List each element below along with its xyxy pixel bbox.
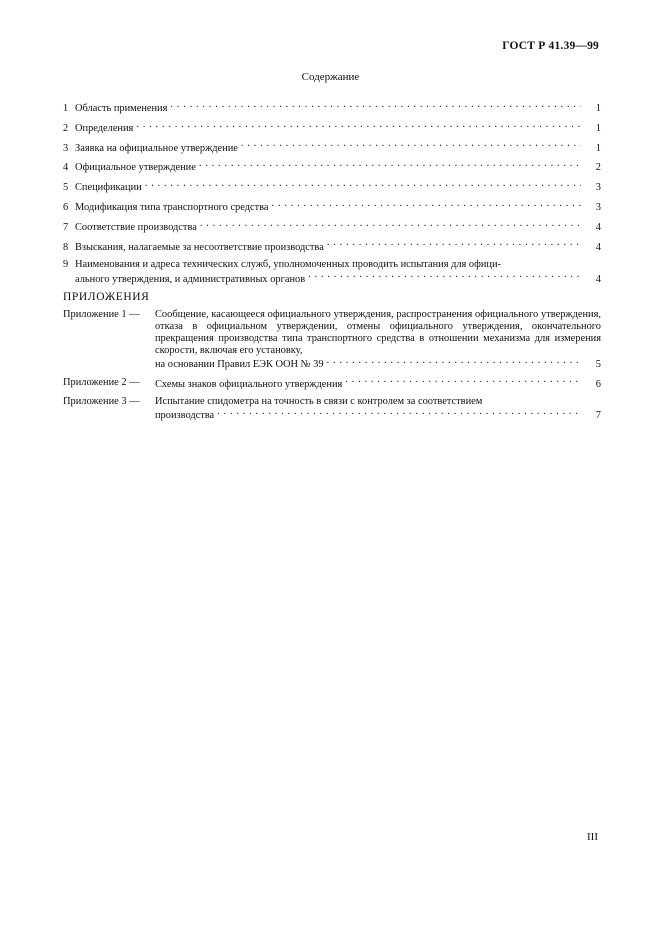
toc-entry-text: Наименования и адреса технических служб, уполномоченных проводить испытания для офици- — [75, 259, 501, 271]
dot-leader — [136, 121, 581, 131]
appendix-page: 5 — [595, 359, 601, 371]
toc-entry[interactable] — [63, 141, 601, 155]
toc-entry[interactable] — [63, 220, 601, 234]
toc-entry-number: 6 — [63, 201, 69, 213]
toc-entry-page: 4 — [595, 273, 601, 285]
toc-entry-text: Область применения — [75, 103, 168, 114]
toc-entry[interactable] — [63, 160, 601, 174]
appendix-label: Приложение 1 — — [63, 308, 140, 320]
toc-entry-page: 1 — [595, 103, 601, 114]
appendix-text-last: Схемы знаков официального утверждения — [155, 378, 343, 390]
toc-entry[interactable] — [63, 121, 601, 135]
toc-entry-text: Заявка на официальное утверждение — [75, 142, 238, 154]
toc-entry-number: 3 — [63, 142, 69, 154]
dot-leader — [199, 160, 581, 170]
appendix-label: Приложение 3 — — [63, 395, 140, 407]
toc-entry-number: 5 — [63, 182, 69, 194]
toc-entry-page: 4 — [595, 221, 601, 233]
toc-entry-page: 2 — [595, 162, 601, 174]
toc-entry-page: 4 — [595, 241, 601, 253]
toc-entry[interactable] — [63, 200, 601, 214]
standard-code: ГОСТ Р 41.39—99 — [502, 40, 599, 52]
appendix-page: 6 — [595, 378, 601, 390]
dot-leader — [145, 180, 581, 190]
toc-title: Содержание — [301, 71, 360, 83]
toc-entry-page: 1 — [595, 122, 601, 134]
toc-entry-number: 2 — [63, 122, 69, 134]
toc-entry-text: Официальное утверждение — [75, 162, 196, 174]
toc-entry-text: Спецификации — [75, 182, 142, 194]
page-number-roman: III — [587, 831, 598, 843]
toc-entry-text: Определения — [75, 122, 134, 134]
toc-entry-number: 9 — [63, 259, 69, 271]
dot-leader — [217, 408, 581, 418]
dot-leader — [241, 141, 581, 151]
dot-leader — [170, 101, 581, 111]
toc-entry-page: 3 — [595, 182, 601, 194]
appendix-label: Приложение 2 — — [63, 376, 140, 388]
toc-entry-number: 4 — [63, 162, 69, 174]
dot-leader — [327, 240, 581, 250]
dot-leader — [272, 200, 581, 210]
dot-leader — [345, 377, 581, 387]
toc-entry-page: 1 — [595, 142, 601, 154]
toc-entry[interactable] — [63, 240, 601, 254]
appendix-text-last: на основании Правил ЕЭК ООН № 39 — [155, 359, 324, 371]
appendix-entry[interactable] — [63, 396, 601, 422]
table-of-contents — [63, 101, 601, 427]
toc-entry-number: 1 — [63, 103, 69, 114]
appendix-entry[interactable] — [63, 309, 601, 372]
appendix-page: 7 — [595, 410, 601, 421]
appendix-text: Испытание спидометра на точность в связи с контролем за соответствием — [155, 395, 483, 407]
dot-leader — [327, 357, 581, 367]
toc-entry-text: Модификация типа транспортного средства — [75, 201, 269, 213]
toc-entry[interactable] — [63, 180, 601, 194]
toc-entry-number: 7 — [63, 221, 69, 233]
toc-entry-text-continued: ального утверждения, и административных органов — [75, 273, 306, 285]
toc-entry[interactable] — [63, 259, 601, 285]
appendix-entry[interactable] — [63, 377, 601, 391]
appendix-text-last: производства — [155, 410, 215, 421]
toc-entry-text: Взыскания, налагаемые за несоответствие производства — [75, 241, 324, 253]
toc-entry-page: 3 — [595, 201, 601, 213]
toc-entry[interactable] — [63, 101, 601, 115]
dot-leader — [308, 272, 581, 282]
appendices-heading: ПРИЛОЖЕНИЯ — [63, 291, 150, 304]
dot-leader — [200, 220, 581, 230]
toc-entry-text: Соответствие производства — [75, 221, 197, 233]
toc-entry-number: 8 — [63, 241, 69, 253]
appendix-text: Сообщение, касающееся официального утверждения, распространения официального утверждения, отказа в официальном утверждении, отмены официального утверждения, окончательного прекращения производства типа транспортного средства в отношении механизма для измерения скорости, включая его установку, — [155, 308, 601, 357]
